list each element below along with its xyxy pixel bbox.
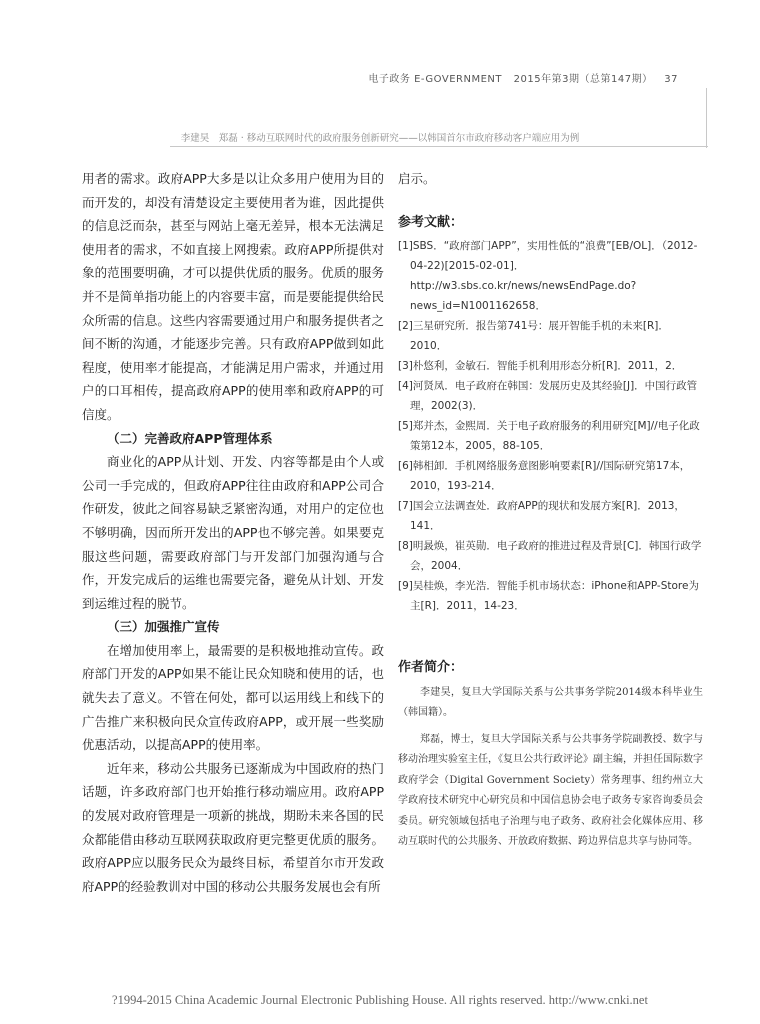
body-paragraph: 在增加使用率上，最需要的是积极地推动宣传。政府部门开发的APP如果不能让民众知晓和使用的话，也就失去了意义。不管在何处，都可以运用线上和线下的广告推广来积极向民众宣传政府APP，或开展一些奖励优惠活动，以提高APP的使用率。	[82, 642, 384, 753]
reference-item: [7]国会立法调查处．政府APP的现状和发展方案[R]．2013，141．	[398, 499, 685, 532]
copyright-footer: ?1994-2015 China Academic Journal Electronic Publishing House. All rights reserved. http://www.cnki.net	[112, 993, 648, 1007]
running-head: 李建昊 郑磊 · 移动互联网时代的政府服务创新研究——以韩国首尔市政府移动客户端应用为例	[180, 133, 580, 144]
continuation-text: 启示。	[398, 171, 436, 186]
reference-item: [9]吴桂焕，李光浩．智能手机市场状态：iPhone和APP-Store为主[R]．2011，14-23．	[398, 579, 699, 612]
reference-item: [8]明晸焕，崔英勋．电子政府的推进过程及背景[C]．韩国行政学会，2004．	[398, 539, 702, 572]
section-heading: （二）完善政府APP管理体系	[107, 430, 273, 446]
reference-item: [5]郑并杰，金熙周．关于电子政府服务的利用研究[M]//电子化政策第12本，2005，88-105．	[398, 419, 700, 452]
page-number: 37	[664, 74, 678, 85]
author-bio: 李建昊，复旦大学国际关系与公共事务学院2014级本科毕业生（韩国籍）。	[398, 686, 703, 719]
reference-item: [6]韩相卸．手机网络服务意图影响要素[R]//国际研究第17本，2010，193-214．	[398, 459, 691, 492]
reference-list	[398, 236, 703, 616]
references-heading: 参考文献：	[398, 214, 464, 230]
authors-heading: 作者简介：	[398, 659, 464, 675]
section-heading: （三）加强推广宣传	[107, 619, 220, 635]
author-bio: 郑磊，博士，复旦大学国际关系与公共事务学院副教授、数字与移动治理实验室主任，《复旦公共行政评论》副主编，并担任国际数字政府学会（Digital Government Society）常务理事、纽约州立大学政府技术研究中心研究员和中国信息协会电子政务专家咨询委员会委员。研究领域包括电子治理与电子政务、政府社会化媒体应用、移动互联时代的公共服务、开放政府数据、跨边界信息共享与协同等。	[398, 733, 703, 848]
body-paragraph: 商业化的APP从计划、开发、内容等都是由个人或公司一手完成的，但政府APP往往由政府和APP公司合作研发，彼此之间容易缺乏紧密沟通，对用户的定位也不够明确，因而所开发出的APP也不够完善。如果要克服这些问题，需要政府部门与开发部门加强沟通与合作，开发完成后的运维也需要完备，避免从计划、开发到运维过程的脱节。	[82, 454, 384, 611]
reference-item: [2]三星研究所．报告第741号：展开智能手机的未来[R]．2010．	[398, 319, 669, 352]
reference-item: [1]SBS．“政府部门APP”，实用性低的“浪费”[EB/OL]．（2012-04-22)[2015-02-01]． http://w3.sbs.co.kr/news/newsEndPage.do?news_id=N1001162658．	[398, 239, 698, 312]
left-column	[82, 167, 384, 898]
journal-name: 电子政务 E-GOVERNMENT	[368, 74, 502, 85]
reference-item: [3]朴悠利，金敏石．智能手机利用形态分析[R]．2011，2．	[398, 359, 683, 372]
body-paragraph: 近年来，移动公共服务已逐渐成为中国政府的热门话题，许多政府部门也开始推行移动端应用。政府APP的发展对政府管理是一项新的挑战，期盼未来各国的民众都能借由移动互联网获取政府更完整更优质的服务。政府APP应以服务民众为最终目标，希望首尔市开发政府APP的经验教训对中国的移动公共服务发展也会有所	[82, 760, 384, 894]
body-paragraph: 用者的需求。政府APP大多是以让众多用户使用为目的而开发的，却没有清楚设定主要使用者为谁，因此提供的信息泛而杂，甚至与网站上毫无差异，根本无法满足使用者的需求，不如直接上网搜索。政府APP所提供对象的范围要明确，才可以提供优质的服务。优质的服务并不是简单指功能上的内容要丰富，而是要能提供给民众所需的信息。这些内容需要通过用户和服务提供者之间不断的沟通，才能逐步完善。只有政府APP做到如此程度，使用率才能提高，才能满足用户需求，并通过用户的口耳相传，提高政府APP的使用率和政府APP的可信度。	[82, 171, 384, 422]
right-column	[398, 167, 703, 853]
reference-item: [4]河贤凤．电子政府在韩国：发展历史及其经验[J]．中国行政管理，2002(3)．	[398, 379, 698, 412]
header-divider	[170, 146, 708, 147]
issue-info: 2015年第3期（总第147期）	[513, 74, 653, 85]
journal-header	[360, 70, 678, 85]
